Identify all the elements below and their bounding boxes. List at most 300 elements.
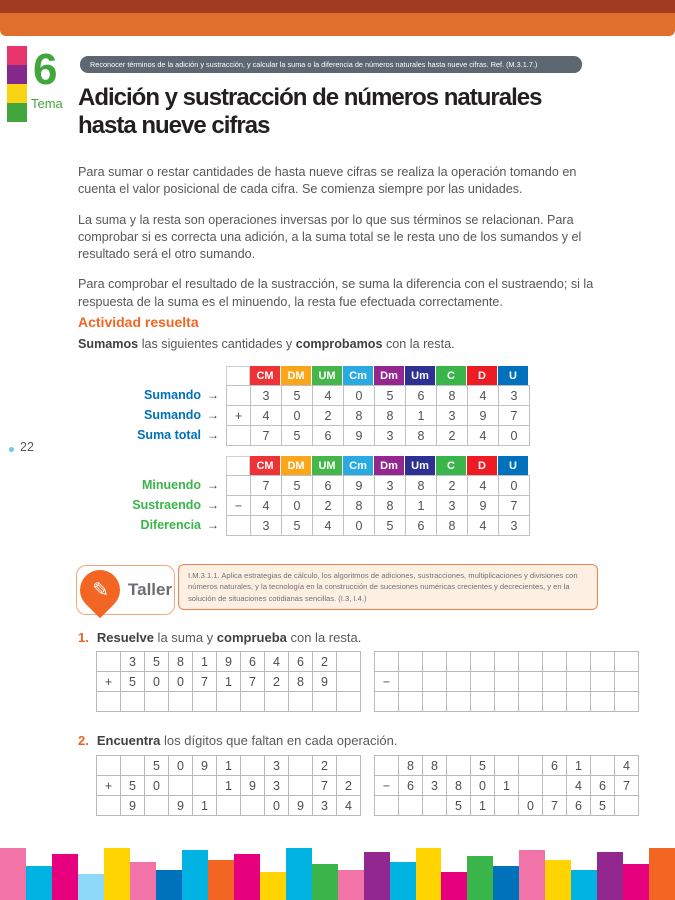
grid-cell: 0	[169, 672, 193, 692]
intro-text	[78, 164, 603, 324]
grid-cell: 4	[567, 776, 591, 796]
grid-cell: 4	[265, 652, 289, 672]
grid-cell	[567, 692, 591, 712]
arrow-icon: →	[207, 478, 219, 492]
table-row	[227, 426, 530, 446]
grid-cell	[447, 652, 471, 672]
grid-cell: 8	[423, 756, 447, 776]
grid-cell: 9	[241, 776, 265, 796]
grid-cell: 0	[169, 756, 193, 776]
table-cell: 2	[313, 406, 344, 426]
header-cell: Dm	[374, 366, 405, 385]
intro-paragraph: Para comprobar el resultado de la sustracción, se suma la diferencia con el sustraendo; si la respuesta de la suma es el minuendo, la resta fue efectuada correctamente.	[78, 277, 594, 309]
grid-cell	[97, 796, 121, 816]
exercise-1-check-grid	[374, 651, 639, 712]
grid-cell: 5	[591, 796, 615, 816]
arrow-icon: →	[207, 408, 219, 422]
table-cell: 4	[251, 406, 282, 426]
grid-cell	[337, 652, 361, 672]
table-cell: 9	[344, 476, 375, 496]
grid-cell	[193, 692, 217, 712]
grid-cell: 9	[169, 796, 193, 816]
grid-cell: 6	[289, 652, 313, 672]
exercise-1-text-1: la suma y	[153, 630, 217, 645]
footer-bar	[234, 854, 260, 900]
grid-cell: 9	[193, 756, 217, 776]
footer-bar	[623, 864, 649, 900]
footer-bar	[26, 866, 52, 900]
table-cell: 4	[468, 476, 499, 496]
grid-cell	[289, 776, 313, 796]
grid-cell: 9	[289, 796, 313, 816]
grid-cell	[423, 692, 447, 712]
table-cell: 8	[406, 476, 437, 496]
footer-bar	[182, 850, 208, 900]
grid-cell	[169, 776, 193, 796]
lead-text-2: con la resta.	[382, 337, 455, 351]
table-cell: 4	[468, 516, 499, 536]
grid-cell	[471, 672, 495, 692]
grid-cell: 2	[265, 672, 289, 692]
table-cell: 5	[282, 386, 313, 406]
top-bar-orange	[0, 13, 675, 36]
table-cell: 3	[251, 386, 282, 406]
grid-cell	[447, 692, 471, 712]
grid-cell	[265, 692, 289, 712]
table-cell: 4	[251, 496, 282, 516]
grid-cell	[193, 776, 217, 796]
header-cell: UM	[312, 456, 343, 475]
grid-cell: 7	[615, 776, 639, 796]
grid-cell: 2	[313, 652, 337, 672]
grid-cell	[495, 796, 519, 816]
table-cell: 0	[499, 476, 530, 496]
header-cell: Cm	[343, 366, 374, 385]
row-label: Sumando	[144, 388, 201, 402]
footer-bar	[519, 850, 545, 900]
header-cell: U	[498, 366, 529, 385]
sign-cell	[227, 476, 251, 496]
grid-cell	[423, 672, 447, 692]
grid-cell: 1	[193, 652, 217, 672]
exercise-1-addition-grid	[96, 651, 361, 712]
grid-cell: 4	[337, 796, 361, 816]
footer-bar	[52, 854, 78, 900]
grid-cell	[241, 796, 265, 816]
grid-cell	[289, 756, 313, 776]
sign-cell	[227, 426, 251, 446]
grid-cell	[423, 796, 447, 816]
exercise-1-bold-1: Resuelve	[96, 630, 154, 645]
footer-bar	[364, 852, 390, 900]
grid-cell: 8	[169, 652, 193, 672]
table-cell: 0	[344, 386, 375, 406]
table-row-label	[78, 475, 226, 495]
table-cell: 5	[282, 476, 313, 496]
grid-cell	[97, 692, 121, 712]
row-label: Sustraendo	[132, 498, 201, 512]
exercise-2-subtraction-grid	[374, 755, 639, 816]
grid-cell: 1	[495, 776, 519, 796]
grid-cell	[97, 756, 121, 776]
grid-cell	[241, 756, 265, 776]
grid-cell	[591, 756, 615, 776]
grid-cell	[97, 652, 121, 672]
place-value-table-difference	[78, 456, 530, 536]
grid-cell	[591, 652, 615, 672]
lead-bold-2: comprobamos	[295, 337, 383, 351]
table-cell: 8	[344, 496, 375, 516]
row-label: Sumando	[144, 408, 201, 422]
footer-bar	[597, 852, 623, 900]
page-number: 22	[20, 440, 34, 454]
footer-bar	[571, 870, 597, 900]
top-bar-dark	[0, 0, 675, 13]
grid-cell	[447, 756, 471, 776]
grid-cell	[289, 692, 313, 712]
difference-table	[226, 456, 530, 536]
table-cell: 8	[344, 406, 375, 426]
table-cell: 8	[437, 516, 468, 536]
table-body	[226, 475, 530, 536]
grid-cell	[495, 652, 519, 672]
grid-cell: 0	[519, 796, 543, 816]
theme-label: Tema	[31, 96, 63, 111]
arrow-icon: →	[207, 428, 219, 442]
grid-cell: 6	[399, 776, 423, 796]
table-cell: 4	[468, 386, 499, 406]
table-header-row	[226, 456, 530, 475]
exercise-2-addition-grid	[96, 755, 361, 816]
header-blank-cell	[226, 456, 250, 475]
table-cell: 3	[437, 496, 468, 516]
footer-bar	[467, 856, 493, 900]
exercise-2-text-1: los dígitos que faltan en cada operación.	[160, 733, 398, 748]
footer-bar	[441, 872, 467, 900]
table-cell: 6	[313, 426, 344, 446]
sum-table	[226, 366, 530, 446]
table-cell: 9	[344, 426, 375, 446]
grid-cell: 5	[145, 756, 169, 776]
table-cell: 4	[313, 386, 344, 406]
grid-cell: 4	[615, 756, 639, 776]
theme-square	[7, 65, 27, 84]
grid-cell: 1	[193, 796, 217, 816]
header-cell: Dm	[374, 456, 405, 475]
grid-cell: 3	[265, 756, 289, 776]
header-blank-cell	[226, 366, 250, 385]
grid-cell	[471, 652, 495, 672]
grid-cell: 9	[121, 796, 145, 816]
grid-cell	[543, 672, 567, 692]
header-cell: Cm	[343, 456, 374, 475]
grid-cell: 3	[121, 652, 145, 672]
table-cell: 7	[251, 476, 282, 496]
grid-cell	[615, 672, 639, 692]
table-cell: 5	[375, 516, 406, 536]
arrow-icon: →	[207, 518, 219, 532]
grid-cell: 6	[567, 796, 591, 816]
table-cell: 7	[251, 426, 282, 446]
grid-cell: 8	[399, 756, 423, 776]
grid-cell	[399, 672, 423, 692]
footer-bar	[312, 864, 338, 900]
row-label: Suma total	[137, 428, 201, 442]
table-row-label	[78, 425, 226, 445]
table-cell: 3	[499, 386, 530, 406]
grid-cell: 1	[217, 672, 241, 692]
grid-cell	[519, 692, 543, 712]
grid-cell: 5	[447, 796, 471, 816]
table-row	[227, 386, 530, 406]
grid-cell: 2	[313, 756, 337, 776]
theme-square	[7, 103, 27, 122]
theme-square	[7, 84, 27, 103]
grid-cell: 5	[471, 756, 495, 776]
footer-bar	[493, 866, 519, 900]
page-title-line-2: hasta nueve cifras	[78, 112, 270, 140]
table-cell: 8	[406, 426, 437, 446]
grid-cell: 5	[121, 672, 145, 692]
grid-cell	[399, 652, 423, 672]
footer-bar	[545, 860, 571, 900]
footer-bar	[208, 860, 234, 900]
grid-cell	[337, 692, 361, 712]
grid-cell	[519, 672, 543, 692]
table-cell: 9	[468, 496, 499, 516]
lead-bold-1: Sumamos	[78, 337, 139, 351]
header-cell: UM	[312, 366, 343, 385]
table-cell: 8	[437, 386, 468, 406]
grid-cell	[447, 672, 471, 692]
header-cell: U	[498, 456, 529, 475]
table-cell: 8	[375, 406, 406, 426]
table-row	[227, 476, 530, 496]
theme-number: 6	[33, 45, 58, 94]
table-cell: 4	[313, 516, 344, 536]
grid-cell	[337, 672, 361, 692]
header-cell: CM	[250, 456, 281, 475]
table-cell: 6	[406, 516, 437, 536]
table-cell: 5	[282, 426, 313, 446]
arrow-icon: →	[207, 498, 219, 512]
row-label: Minuendo	[141, 478, 201, 492]
grid-cell: 7	[543, 796, 567, 816]
grid-cell: 1	[471, 796, 495, 816]
table-cell: 6	[406, 386, 437, 406]
intro-paragraph: La suma y la resta son operaciones inversas por lo que sus términos se relacionan. Para comprobar si es correcta una adición, a la suma total se le resta uno de los sumandos y el resultado será el otro sumando.	[78, 212, 582, 261]
grid-cell: 3	[313, 796, 337, 816]
grid-cell	[375, 692, 399, 712]
footer-bar	[78, 874, 104, 900]
header-cell: D	[467, 366, 498, 385]
grid-cell	[217, 692, 241, 712]
grid-cell	[495, 692, 519, 712]
activity-heading: Actividad resuelta	[78, 314, 199, 330]
header-cell: DM	[281, 456, 312, 475]
grid-cell	[519, 776, 543, 796]
grid-cell: 0	[265, 796, 289, 816]
grid-cell: +	[97, 776, 121, 796]
footer-bar	[104, 848, 130, 900]
objective-banner: Reconocer términos de la adición y sustracción, y calcular la suma o la diferencia de números naturales hasta nueve cifras. Ref. (M.3.1.7.)	[80, 56, 582, 73]
sign-cell	[227, 516, 251, 536]
table-header-row	[226, 366, 530, 385]
footer-bar	[338, 870, 364, 900]
grid-cell: 7	[241, 672, 265, 692]
table-row	[227, 516, 530, 536]
grid-cell: −	[375, 672, 399, 692]
row-label: Diferencia	[140, 518, 201, 532]
table-cell: 0	[499, 426, 530, 446]
table-cell: 2	[437, 476, 468, 496]
lead-text-1: las siguientes cantidades y	[138, 337, 296, 351]
table-row-label	[78, 405, 226, 425]
table-cell: 5	[282, 516, 313, 536]
header-cell: C	[436, 366, 467, 385]
header-cell: D	[467, 456, 498, 475]
grid-cell	[241, 692, 265, 712]
grid-cell	[543, 692, 567, 712]
theme-square	[7, 46, 27, 65]
grid-cell	[495, 672, 519, 692]
table-cell: 0	[344, 516, 375, 536]
grid-cell	[519, 756, 543, 776]
activity-lead	[78, 337, 455, 351]
header-cell: Um	[405, 366, 436, 385]
grid-cell	[591, 692, 615, 712]
taller-badge	[76, 565, 175, 615]
table-cell: 2	[437, 426, 468, 446]
grid-cell	[567, 672, 591, 692]
grid-cell: 5	[121, 776, 145, 796]
table-cell: 4	[468, 426, 499, 446]
grid-cell	[519, 652, 543, 672]
grid-cell	[313, 692, 337, 712]
grid-cell	[543, 776, 567, 796]
grid-cell	[567, 652, 591, 672]
page-title-line-1: Adición y sustracción de números naturales	[78, 84, 542, 111]
page-title	[78, 84, 638, 141]
grid-cell	[399, 796, 423, 816]
place-value-table-sum	[78, 366, 530, 446]
intro-paragraph: Para sumar o restar cantidades de hasta nueve cifras se realiza la operación tomando en cuenta el valor posicional de cada cifra. Se comienza siempre por las unidades.	[78, 165, 577, 197]
grid-cell: 0	[471, 776, 495, 796]
grid-cell	[543, 652, 567, 672]
grid-cell	[615, 692, 639, 712]
table-cell: 8	[375, 496, 406, 516]
grid-cell: 7	[193, 672, 217, 692]
grid-cell: 8	[289, 672, 313, 692]
table-cell: 9	[468, 406, 499, 426]
table-cell: 6	[313, 476, 344, 496]
table-cell: 2	[313, 496, 344, 516]
grid-cell	[337, 756, 361, 776]
grid-cell	[375, 652, 399, 672]
grid-cell	[615, 796, 639, 816]
grid-cell: 9	[217, 652, 241, 672]
grid-cell	[145, 692, 169, 712]
grid-cell: 9	[313, 672, 337, 692]
standard-box: I.M.3.1.1. Aplica estrategias de cálculo, los algoritmos de adiciones, sustracciones, multiplicaciones y divisiones con números naturales, y la tecnología en la construcción de sucesiones numéricas crecientes y decrecientes, y en la solución de situaciones cotidianas sencillas. (I.3, I.4.)	[178, 564, 598, 610]
footer-bar	[416, 848, 442, 900]
difference-row-labels	[78, 456, 226, 536]
taller-label: Taller	[128, 580, 173, 599]
footer-color-strip	[0, 848, 675, 900]
table-row	[227, 496, 530, 516]
grid-cell	[145, 796, 169, 816]
exercise-1-bold-2: comprueba	[216, 630, 287, 645]
grid-cell: 8	[447, 776, 471, 796]
grid-cell	[375, 756, 399, 776]
table-cell: 3	[375, 476, 406, 496]
table-row-label	[78, 385, 226, 405]
exercise-2-heading	[78, 733, 397, 748]
grid-cell: 3	[265, 776, 289, 796]
grid-cell	[591, 672, 615, 692]
grid-cell	[169, 692, 193, 712]
header-cell: Um	[405, 456, 436, 475]
exercise-1-heading	[78, 630, 361, 645]
grid-cell	[471, 692, 495, 712]
footer-bar	[156, 870, 182, 900]
table-cell: 3	[251, 516, 282, 536]
exercise-2-number: 2.	[78, 733, 89, 748]
arrow-icon: →	[207, 388, 219, 402]
header-cell: CM	[250, 366, 281, 385]
grid-cell	[375, 796, 399, 816]
table-row-label	[78, 515, 226, 535]
grid-cell: −	[375, 776, 399, 796]
exercise-1-text-2: con la resta.	[286, 630, 362, 645]
grid-cell	[121, 692, 145, 712]
footer-bar	[0, 848, 26, 900]
pencil-icon: ✎	[72, 562, 129, 619]
footer-bar	[649, 848, 675, 900]
grid-cell: 5	[145, 652, 169, 672]
grid-cell	[121, 756, 145, 776]
grid-cell	[399, 692, 423, 712]
grid-cell: 6	[241, 652, 265, 672]
sign-cell: −	[227, 496, 251, 516]
table-cell: 1	[406, 496, 437, 516]
theme-color-squares	[7, 46, 27, 122]
grid-cell: 2	[337, 776, 361, 796]
page-number-dot	[9, 447, 14, 452]
table-cell: 0	[282, 496, 313, 516]
sign-cell	[227, 386, 251, 406]
grid-cell: 6	[591, 776, 615, 796]
table-cell: 3	[375, 426, 406, 446]
grid-cell: 0	[145, 672, 169, 692]
table-row-label	[78, 495, 226, 515]
grid-cell: 1	[217, 776, 241, 796]
exercise-1-number: 1.	[78, 630, 89, 645]
table-cell: 1	[406, 406, 437, 426]
grid-cell: 3	[423, 776, 447, 796]
table-cell: 3	[437, 406, 468, 426]
grid-cell	[615, 652, 639, 672]
footer-bar	[390, 862, 416, 900]
sum-row-labels	[78, 366, 226, 446]
grid-cell: 7	[313, 776, 337, 796]
grid-cell	[495, 756, 519, 776]
header-cell: DM	[281, 366, 312, 385]
grid-cell: 0	[145, 776, 169, 796]
footer-bar	[130, 862, 156, 900]
table-cell: 5	[375, 386, 406, 406]
grid-cell	[217, 796, 241, 816]
